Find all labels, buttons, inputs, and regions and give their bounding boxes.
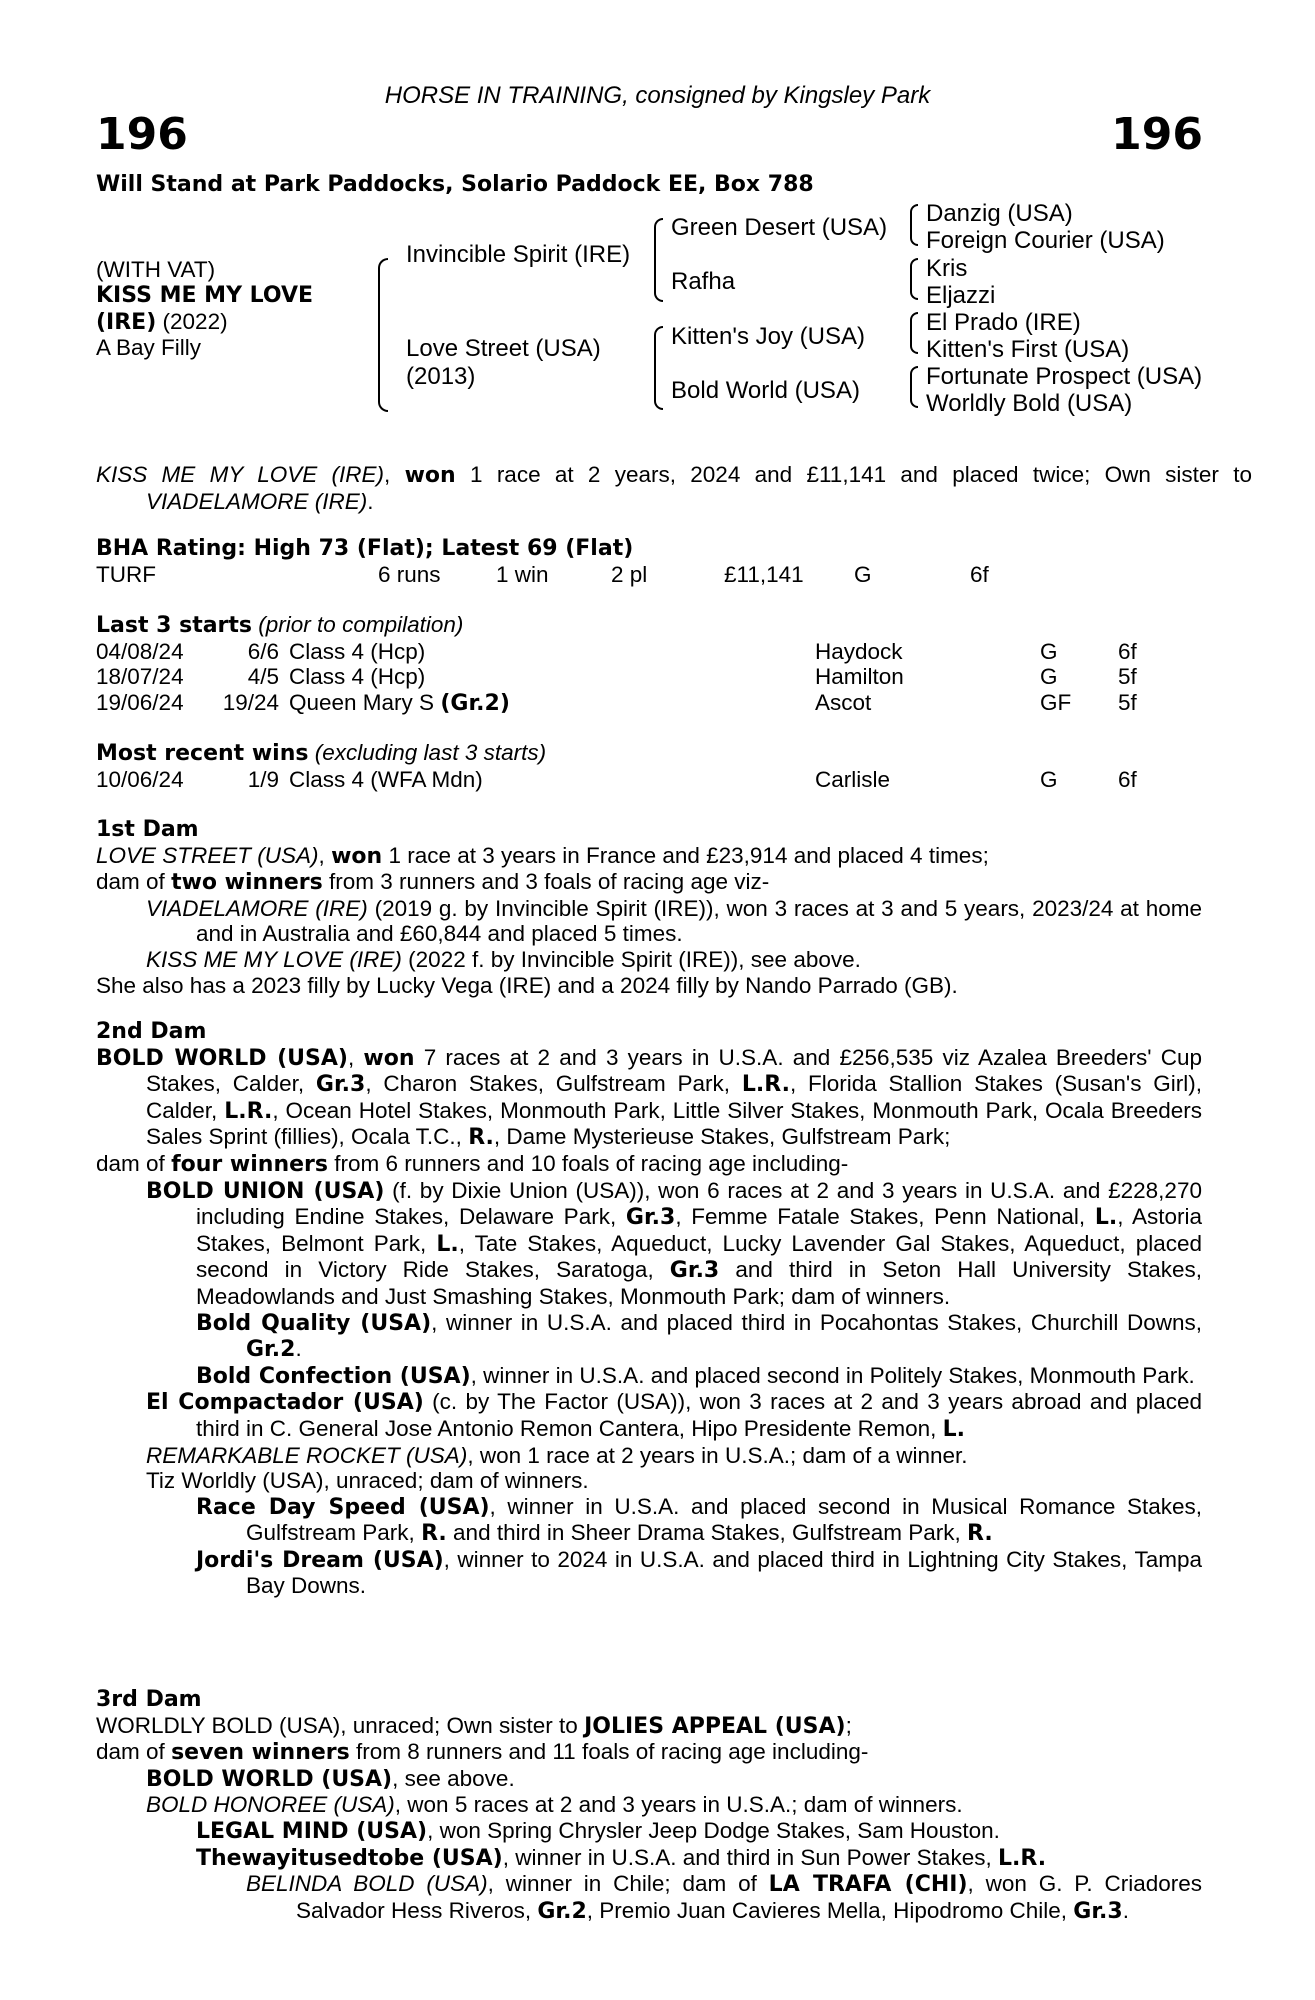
produce-entry: Race Day Speed (USA), winner in U.S.A. and placed second in Musical Romance Stakes, Gulfstream Park, R. and third in Sheer Drama Stakes, Gulfstream Park, R. [196, 1493, 1202, 1547]
produce-entry: BOLD WORLD (USA), see above. [146, 1765, 515, 1792]
pedigree-sire-sire: Green Desert (USA) [671, 214, 888, 241]
race-date: 19/06/24 [96, 689, 184, 715]
race-name: Queen Mary S (Gr.2) [289, 689, 510, 716]
pedigree-dsd: Kitten's First (USA) [926, 336, 1130, 363]
race-position: 6/6 [247, 638, 279, 664]
race-distance: 6f [1118, 766, 1137, 792]
recent-wins-title: Most recent wins (excluding last 3 starts) [96, 740, 547, 766]
third-dam-record: WORLDLY BOLD (USA), unraced; Own sister to JOLIES APPEAL (USA); [96, 1712, 852, 1739]
horse-origin: (IRE) [96, 310, 157, 335]
race-row [96, 639, 1202, 665]
last-starts-title: Last 3 starts (prior to compilation) [96, 612, 464, 638]
race-name: Class 4 (Hcp) [289, 664, 426, 690]
first-dam-record: LOVE STREET (USA), won 1 race at 3 years in France and £23,914 and placed 4 times; [96, 842, 989, 869]
race-distance: 5f [1118, 664, 1137, 690]
first-dam-title: 1st Dam [96, 817, 199, 842]
second-dam-title: 2nd Dam [96, 1019, 207, 1044]
first-dam-also: She also has a 2023 filly by Lucky Vega (IRE) and a 2024 filly by Nando Parrado (GB). [96, 972, 958, 998]
pedigree-sire: Invincible Spirit (IRE) [406, 241, 631, 268]
pedigree-brace [910, 204, 918, 246]
race-course: Carlisle [815, 766, 891, 792]
pedigree-brace [654, 218, 663, 302]
race-distance: 5f [1118, 689, 1137, 715]
pedigree-dss: El Prado (IRE) [926, 309, 1081, 336]
pedigree-brace [654, 326, 663, 410]
stand-location: Will Stand at Park Paddocks, Solario Paddock EE, Box 788 [96, 172, 814, 197]
produce-entry: REMARKABLE ROCKET (USA), won 1 race at 2 years in U.S.A.; dam of a winner. [146, 1442, 968, 1468]
race-row [96, 767, 1202, 793]
pedigree-dds: Fortunate Prospect (USA) [926, 363, 1203, 390]
race-going: G [1040, 638, 1058, 664]
pedigree-brace [910, 366, 918, 408]
last-starts-section [96, 612, 1202, 715]
bha-rating-section [96, 536, 1202, 587]
race-course: Ascot [815, 689, 872, 715]
pedigree-brace [910, 258, 918, 300]
bha-rating-title: BHA Rating: High 73 (Flat); Latest 69 (Flat) [96, 536, 634, 561]
first-dam-entry: VIADELAMORE (IRE) (2019 g. by Invincible Spirit (IRE)), won 3 races at 3 and 5 years, 2023/24 at home and in Australia and £60,844 and placed 5 times. [146, 895, 1202, 947]
pedigree-dam-sire: Kitten's Joy (USA) [671, 323, 865, 350]
consignment-header: HORSE IN TRAINING, consigned by Kingsley Park [384, 82, 931, 109]
race-position: 4/5 [247, 664, 279, 690]
race-grade: (Gr.2) [440, 690, 510, 716]
produce-entry: BOLD UNION (USA) (f. by Dixie Union (USA)), won 6 races at 2 and 3 years in U.S.A. and £228,270 including Endine Stakes, Delaware Park, Gr.3, Femme Fatale Stakes, Penn National, L., Astoria Stakes, Belmont Park, L., Tate Stakes, Aqueduct, Lucky Lavender Gal Stakes, Aqueduct, placed second in Victory Ride Stakes, Saratoga, Gr.3 and third in Seton Hall University Stakes, Meadowlands and Just Smashing Stakes, Monmouth Park; dam of winners. [146, 1177, 1202, 1309]
pedigree-dam-year: (2013) [406, 363, 476, 390]
pedigree-dam-dam: Bold World (USA) [671, 377, 860, 404]
race-date: 10/06/24 [96, 766, 184, 792]
pedigree-sire-dam: Rafha [671, 268, 736, 295]
race-distance: 6f [1118, 638, 1137, 664]
produce-entry: Thewayitusedtobe (USA), winner in U.S.A. and third in Sun Power Stakes, L.R. [196, 1844, 1047, 1871]
second-dam-record: BOLD WORLD (USA), won 7 races at 2 and 3 years in U.S.A. and £256,535 viz Azalea Breeders' Cup Stakes, Calder, Gr.3, Charon Stakes, Gulfstream Park, L.R., Florida Stallion Stakes (Susan's Girl), Calder, L.R., Ocean Hotel Stakes, Monmouth Park, Little Silver Stakes, Monmouth Park, Ocala Breeders Sales Sprint (fillies), Ocala T.C., R., Dame Mysterieuse Stakes, Gulfstream Park; [96, 1044, 1202, 1151]
horse-origin-year [96, 309, 228, 336]
first-dam-entry: KISS ME MY LOVE (IRE) (2022 f. by Invincible Spirit (IRE)), see above. [146, 946, 861, 972]
race-position: 1/9 [247, 766, 279, 792]
horse-description: A Bay Filly [96, 335, 202, 360]
third-dam-produce: dam of seven winners from 8 runners and 11 foals of racing age including- [96, 1739, 869, 1766]
race-date: 18/07/24 [96, 664, 184, 690]
race-position: 19/24 [222, 689, 279, 715]
race-name: Class 4 (Hcp) [289, 638, 426, 664]
race-row [96, 664, 1202, 690]
third-dam-title: 3rd Dam [96, 1687, 202, 1712]
horse-name: KISS ME MY LOVE [96, 283, 314, 308]
race-going: GF [1040, 689, 1072, 715]
second-dam-section [96, 1019, 1202, 1599]
lot-number-right: 196 [1111, 109, 1203, 160]
pedigree-sdd: Eljazzi [926, 282, 996, 309]
pedigree-brace [910, 312, 918, 354]
race-name: Class 4 (WFA Mdn) [289, 766, 483, 792]
race-summary: KISS ME MY LOVE (IRE), won 1 race at 2 years, 2024 and £11,141 and placed twice; Own sister to VIADELAMORE (IRE). [96, 462, 1252, 514]
lot-number-left: 196 [96, 109, 188, 160]
produce-entry: Bold Confection (USA), winner in U.S.A. and placed second in Politely Stakes, Monmouth Park. [196, 1362, 1195, 1389]
race-row [96, 690, 1202, 716]
first-dam-produce: dam of two winners from 3 runners and 3 foals of racing age viz- [96, 869, 770, 896]
vat-note: (WITH VAT) [96, 257, 216, 282]
produce-entry: Jordi's Dream (USA), winner to 2024 in U.S.A. and placed third in Lightning City Stakes, Tampa Bay Downs. [196, 1546, 1202, 1599]
pedigree-sss: Danzig (USA) [926, 200, 1073, 227]
race-course: Hamilton [815, 664, 904, 690]
produce-entry: BOLD HONOREE (USA), won 5 races at 2 and 3 years in U.S.A.; dam of winners. [146, 1792, 963, 1818]
race-date: 04/08/24 [96, 638, 184, 664]
second-dam-produce: dam of four winners from 6 runners and 10 foals of racing age including- [96, 1150, 849, 1177]
pedigree-sds: Kris [926, 255, 968, 282]
first-dam-section [96, 817, 1202, 998]
pedigree-dam: Love Street (USA) [406, 335, 601, 362]
race-going: G [1040, 664, 1058, 690]
third-dam-section [96, 1687, 1202, 1924]
produce-entry: El Compactador (USA) (c. by The Factor (USA)), won 3 races at 2 and 3 years abroad and placed third in C. General Jose Antonio Remon Cantera, Hipo Presidente Remon, L. [146, 1389, 1202, 1442]
produce-entry: Tiz Worldly (USA), unraced; dam of winners. [146, 1468, 589, 1494]
produce-entry: Bold Quality (USA), winner in U.S.A. and placed third in Pocahontas Stakes, Churchill Downs, Gr.2. [196, 1309, 1202, 1363]
pedigree-brace [378, 258, 388, 412]
pedigree-ddd: Worldly Bold (USA) [926, 390, 1133, 417]
produce-entry: BELINDA BOLD (USA), winner in Chile; dam of LA TRAFA (CHI), won G. P. Criadores Salvador Hess Riveros, Gr.2, Premio Juan Cavieres Mella, Hipodromo Chile, Gr.3. [246, 1871, 1202, 1924]
pedigree-ssd: Foreign Courier (USA) [926, 227, 1165, 254]
produce-entry: LEGAL MIND (USA), won Spring Chrysler Jeep Dodge Stakes, Sam Houston. [196, 1817, 1000, 1844]
bha-rating-row: TURF 6 runs 1 win 2 pl £11,141 G 6f [96, 561, 989, 587]
horse-year: (2022) [162, 309, 228, 334]
race-going: G [1040, 766, 1058, 792]
race-course: Haydock [815, 638, 903, 664]
recent-wins-section [96, 740, 1202, 792]
